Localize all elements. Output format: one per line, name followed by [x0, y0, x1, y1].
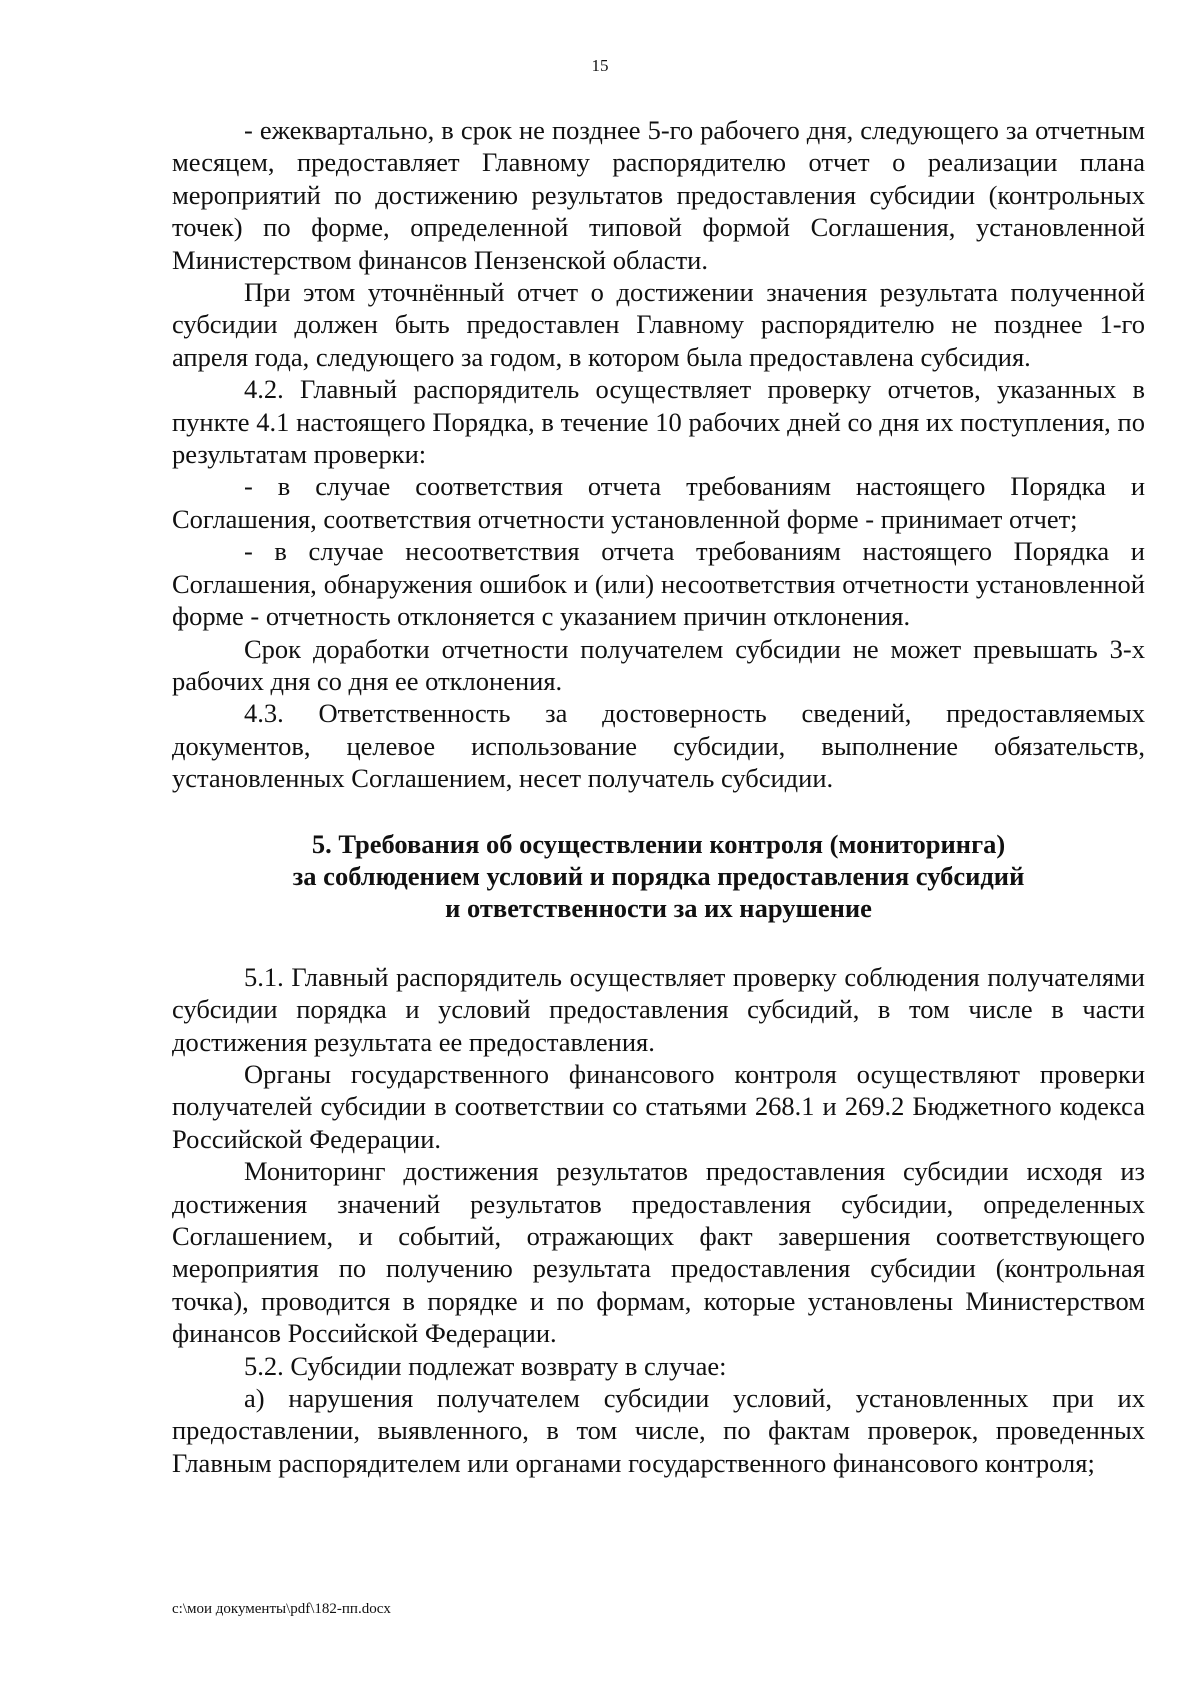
paragraph-5-2-a: а) нарушения получателем субсидии условий, установленных при их предоставлении, выявленного, в том числе, по фактам проверок, проведенных Главным распорядителем или органами государственного финансового контроля; — [172, 1383, 1145, 1478]
paragraph-monitoring: Мониторинг достижения результатов предоставления субсидии исходя из достижения значений результатов предоставления субсидии, определенных Соглашением, и событий, отражающих факт завершения соответствующего мероприятия по получению результата предоставления субсидии (контрольная точка), проводится в порядке и по формам, которые установлены Министерством финансов Российской Федерации. — [172, 1156, 1145, 1349]
paragraph-5-1: 5.1. Главный распорядитель осуществляет проверку соблюдения получателями субсидии порядка и условий предоставления субсидий, в том числе в части достижения результата ее предоставления. — [172, 961, 1145, 1057]
paragraph-revision-deadline: Срок доработки отчетности получателем субсидии не может превышать 3-х рабочих дня со дня ее отклонения. — [172, 633, 1145, 696]
section-5-heading-line-1: 5. Требования об осуществлении контроля (мониторинга) — [311, 828, 1006, 859]
paragraph-4-2: 4.2. Главный распорядитель осуществляет проверку отчетов, указанных в пункте 4.1 настоящего Порядка, в течение 10 рабочих дней со дня их поступления, по результатам проверки: — [172, 374, 1145, 470]
paragraph-4-3: 4.3. Ответственность за достоверность сведений, предоставляемых документов, целевое использование субсидии, выполнение обязательств, установленных Соглашением, несет получатель субсидии. — [172, 698, 1145, 794]
footer-file-path: c:\мои документы\pdf\182-пп.docx — [172, 1601, 391, 1617]
page-number: 15 — [591, 56, 609, 75]
section-5-heading-line-3: и ответственности за их нарушение — [445, 893, 872, 924]
paragraph-reject-report: - в случае несоответствия отчета требованиям настоящего Порядка и Соглашения, обнаружения ошибок и (или) несоответствия отчетности установленной форме - отчетность отклоняется с указанием причин отклонения. — [172, 536, 1145, 632]
paragraph-accept-report: - в случае соответствия отчета требованиям настоящего Порядка и Соглашения, соответствия отчетности установленной форме - принимает отчет; — [172, 471, 1145, 534]
paragraph-quarterly-report: - ежеквартально, в срок не позднее 5-го рабочего дня, следующего за отчетным месяцем, предоставляет Главному распорядителю отчет о реализации плана мероприятий по достижению результатов предоставления субсидии (контрольных точек) по форме, определенной типовой формой Соглашения, установленной Министерством финансов Пензенской области. — [172, 115, 1145, 275]
paragraph-state-control: Органы государственного финансового контроля осуществляют проверки получателей субсидии в соответствии со статьями 268.1 и 269.2 Бюджетного кодекса Российской Федерации. — [172, 1058, 1145, 1154]
document-body — [172, 114, 1145, 1479]
section-5-heading-line-2: за соблюдением условий и порядка предоставления субсидий — [292, 860, 1025, 891]
paragraph-refined-report: При этом уточнённый отчет о достижении значения результата полученной субсидии должен быть предоставлен Главному распорядителю не позднее 1-го апреля года, следующего за годом, в котором была предоставлена субсидия. — [172, 277, 1145, 372]
section-5-heading — [172, 828, 1145, 925]
paragraph-5-2: 5.2. Субсидии подлежат возврату в случае: — [244, 1350, 727, 1381]
